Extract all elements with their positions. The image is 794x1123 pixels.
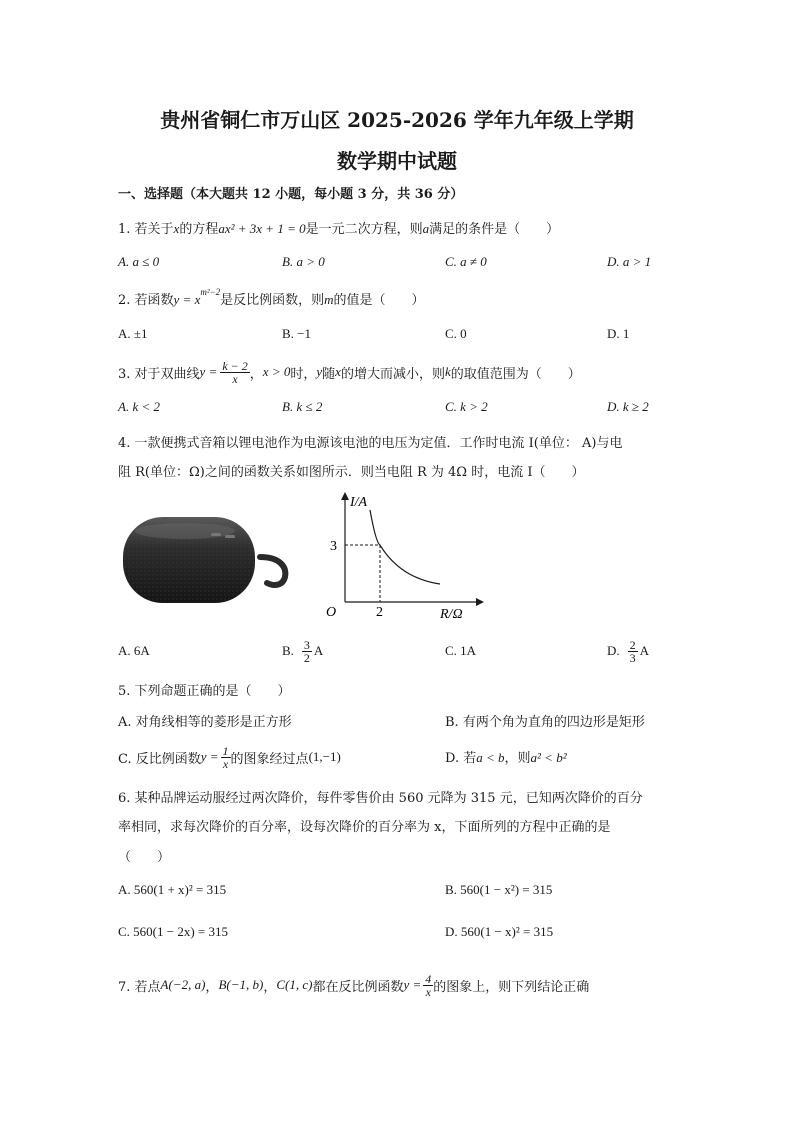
y-tick-label: 3	[330, 539, 337, 554]
q2-equation: y = x	[173, 292, 201, 307]
q1-option-b: B. a > 0	[282, 254, 325, 269]
fraction-denominator: x	[222, 756, 229, 771]
fraction-numerator: 4	[425, 971, 432, 986]
fraction-denominator: 2	[303, 650, 310, 665]
q3-condition: x > 0	[262, 364, 291, 379]
q2-option-a: A. ±1	[118, 326, 148, 341]
question-2-stem	[118, 286, 425, 308]
q2-option-d: D. 1	[607, 326, 630, 341]
q7-separator: ，	[263, 979, 277, 995]
q7-point-b: B(−1, b)	[218, 977, 264, 992]
q6-option-d: D. 560(1 − x)² = 315	[445, 924, 554, 939]
fraction-numerator: 3	[303, 637, 310, 652]
q4-option-b-unit: A	[313, 643, 324, 658]
q7-separator: ，	[205, 979, 219, 995]
q4-option-b	[282, 632, 323, 670]
q3-fraction	[220, 360, 249, 385]
question-3-stem	[118, 352, 581, 392]
q3-option-c: C. k > 2	[445, 399, 488, 414]
question-4-line-1: 4. 一款便携式音箱以锂电池作为电源该电池的电压为定值．工作时电流 I(单位： A)与电	[118, 436, 623, 451]
q2-var-m: m	[324, 292, 334, 307]
origin-label: O	[326, 605, 337, 620]
q2-text: 的值是（ ）	[333, 293, 425, 308]
current-resistance-graph	[300, 488, 490, 628]
q6-option-b: B. 560(1 − x²) = 315	[445, 882, 553, 897]
question-1-stem	[118, 218, 559, 237]
q3-option-b: B. k ≤ 2	[282, 399, 323, 414]
question-6-line-3: （ ）	[118, 850, 171, 865]
fraction-numerator: 2	[629, 637, 636, 652]
q3-option-a: A. k < 2	[118, 399, 160, 414]
question-6-line-1: 6. 某种品牌运动服经过两次降价，每件零售价由 560 元降为 315 元，已知两次降价的百分	[118, 791, 643, 806]
q5-option-c-text: 的图象经过点	[230, 751, 309, 767]
q1-option-a: A. a ≤ 0	[118, 254, 160, 269]
question-7-stem	[118, 965, 589, 1005]
fraction-denominator: x	[425, 984, 431, 999]
q3-text: 的取值范围为（ ）	[450, 366, 581, 382]
q3-text: 时，	[290, 366, 317, 382]
q3-denominator: x	[232, 371, 238, 386]
q2-exponent: m²−2	[200, 286, 221, 297]
q5-option-b: B. 有两个角为直角的四边形是矩形	[445, 715, 645, 730]
q5-option-d-text: D. 若	[445, 751, 477, 766]
y-axis-arrow	[341, 492, 349, 500]
q7-point-a: A(−2, a)	[160, 977, 206, 992]
q2-option-b: B. −1	[282, 326, 312, 341]
q3-var-x: x	[335, 364, 341, 379]
q5-option-c-point: (1,−1)	[308, 749, 341, 764]
q1-var-a: a	[422, 221, 430, 236]
question-5-stem: 5. 下列命题正确的是（ ）	[118, 684, 291, 699]
q5-option-d-condition: a < b	[476, 750, 505, 765]
q3-option-d: D. k ≥ 2	[607, 399, 649, 414]
q3-text: 的增大而减小，则	[340, 366, 445, 382]
x-axis-label: R/Ω	[440, 607, 463, 622]
q4-option-d-unit: A	[639, 643, 650, 658]
q1-text: 的方程	[179, 222, 219, 237]
q5-option-c-text: C. 反比例函数	[118, 751, 201, 767]
q7-text: 7. 若点	[118, 979, 161, 995]
q5-option-c-fraction	[221, 745, 231, 770]
q2-option-c: C. 0	[445, 326, 467, 341]
page-subtitle: 数学期中试题	[337, 149, 457, 173]
q5-option-c-lhs: y =	[200, 749, 219, 764]
q1-text: 1. 若关于	[118, 222, 174, 237]
q3-var-k: k	[444, 364, 451, 379]
q7-text: 都在反比例函数	[312, 979, 404, 995]
q5-option-c	[118, 737, 341, 777]
q4-option-d-label: D.	[607, 643, 620, 658]
q7-fraction	[423, 973, 433, 998]
fraction-numerator: 1	[222, 743, 229, 758]
q1-option-c: C. a ≠ 0	[445, 254, 487, 269]
q5-option-d-text: ，则	[504, 751, 531, 766]
q2-text: 是反比例函数，则	[220, 293, 325, 308]
q7-text: 的图象上，则下列结论正确	[433, 979, 590, 995]
q3-text: ，	[249, 366, 263, 382]
q4-option-b-fraction	[302, 639, 312, 664]
q1-text: 满足的条件是（ ）	[429, 222, 560, 237]
q4-option-a: A. 6A	[118, 643, 150, 658]
q6-option-c: C. 560(1 − 2x) = 315	[118, 924, 228, 939]
q3-numerator: k − 2	[222, 358, 248, 373]
q3-text: 随	[322, 366, 336, 382]
question-6-line-2: 率相同，求每次降价的百分率，设每次降价的百分率为 x，下面所列的方程中正确的是	[118, 820, 611, 835]
x-axis-arrow	[476, 598, 484, 606]
question-4-line-2: 阻 R(单位：Ω)之间的函数关系如图所示．则当电阻 R 为 4Ω 时，电流 I（ ）	[118, 465, 585, 480]
q3-lhs: y =	[199, 364, 218, 379]
speaker-image	[115, 505, 295, 610]
q4-option-c: C. 1A	[445, 643, 477, 658]
q7-point-c: C(1, c)	[276, 977, 313, 992]
q3-text: 3. 对于双曲线	[118, 366, 200, 382]
q5-option-d-conclusion: a² < b²	[530, 750, 567, 765]
q7-lhs: y =	[403, 977, 422, 992]
page-title: 贵州省铜仁市万山区 2025-2026 学年九年级上学期	[160, 108, 634, 132]
q1-text: 是一元二次方程，则	[305, 222, 423, 237]
q1-equation: ax² + 3x + 1 = 0	[218, 221, 306, 236]
x-tick-label: 2	[376, 605, 383, 620]
q6-option-a: A. 560(1 + x)² = 315	[118, 882, 227, 897]
section-heading: 一、选择题（本大题共 12 小题，每小题 3 分，共 36 分）	[118, 187, 464, 202]
q4-option-d	[607, 632, 649, 670]
fraction-denominator: 3	[629, 650, 636, 665]
q1-option-d: D. a > 1	[607, 254, 652, 269]
q2-text: 2. 若函数	[118, 293, 174, 308]
q4-option-b-label: B.	[282, 643, 294, 658]
y-axis-label: I/A	[350, 495, 368, 510]
q1-var-x: x	[173, 221, 180, 236]
q3-var-y: y	[316, 364, 323, 379]
q4-option-d-fraction	[628, 639, 638, 664]
q5-option-a: A. 对角线相等的菱形是正方形	[118, 715, 292, 730]
q5-option-d	[445, 747, 567, 766]
